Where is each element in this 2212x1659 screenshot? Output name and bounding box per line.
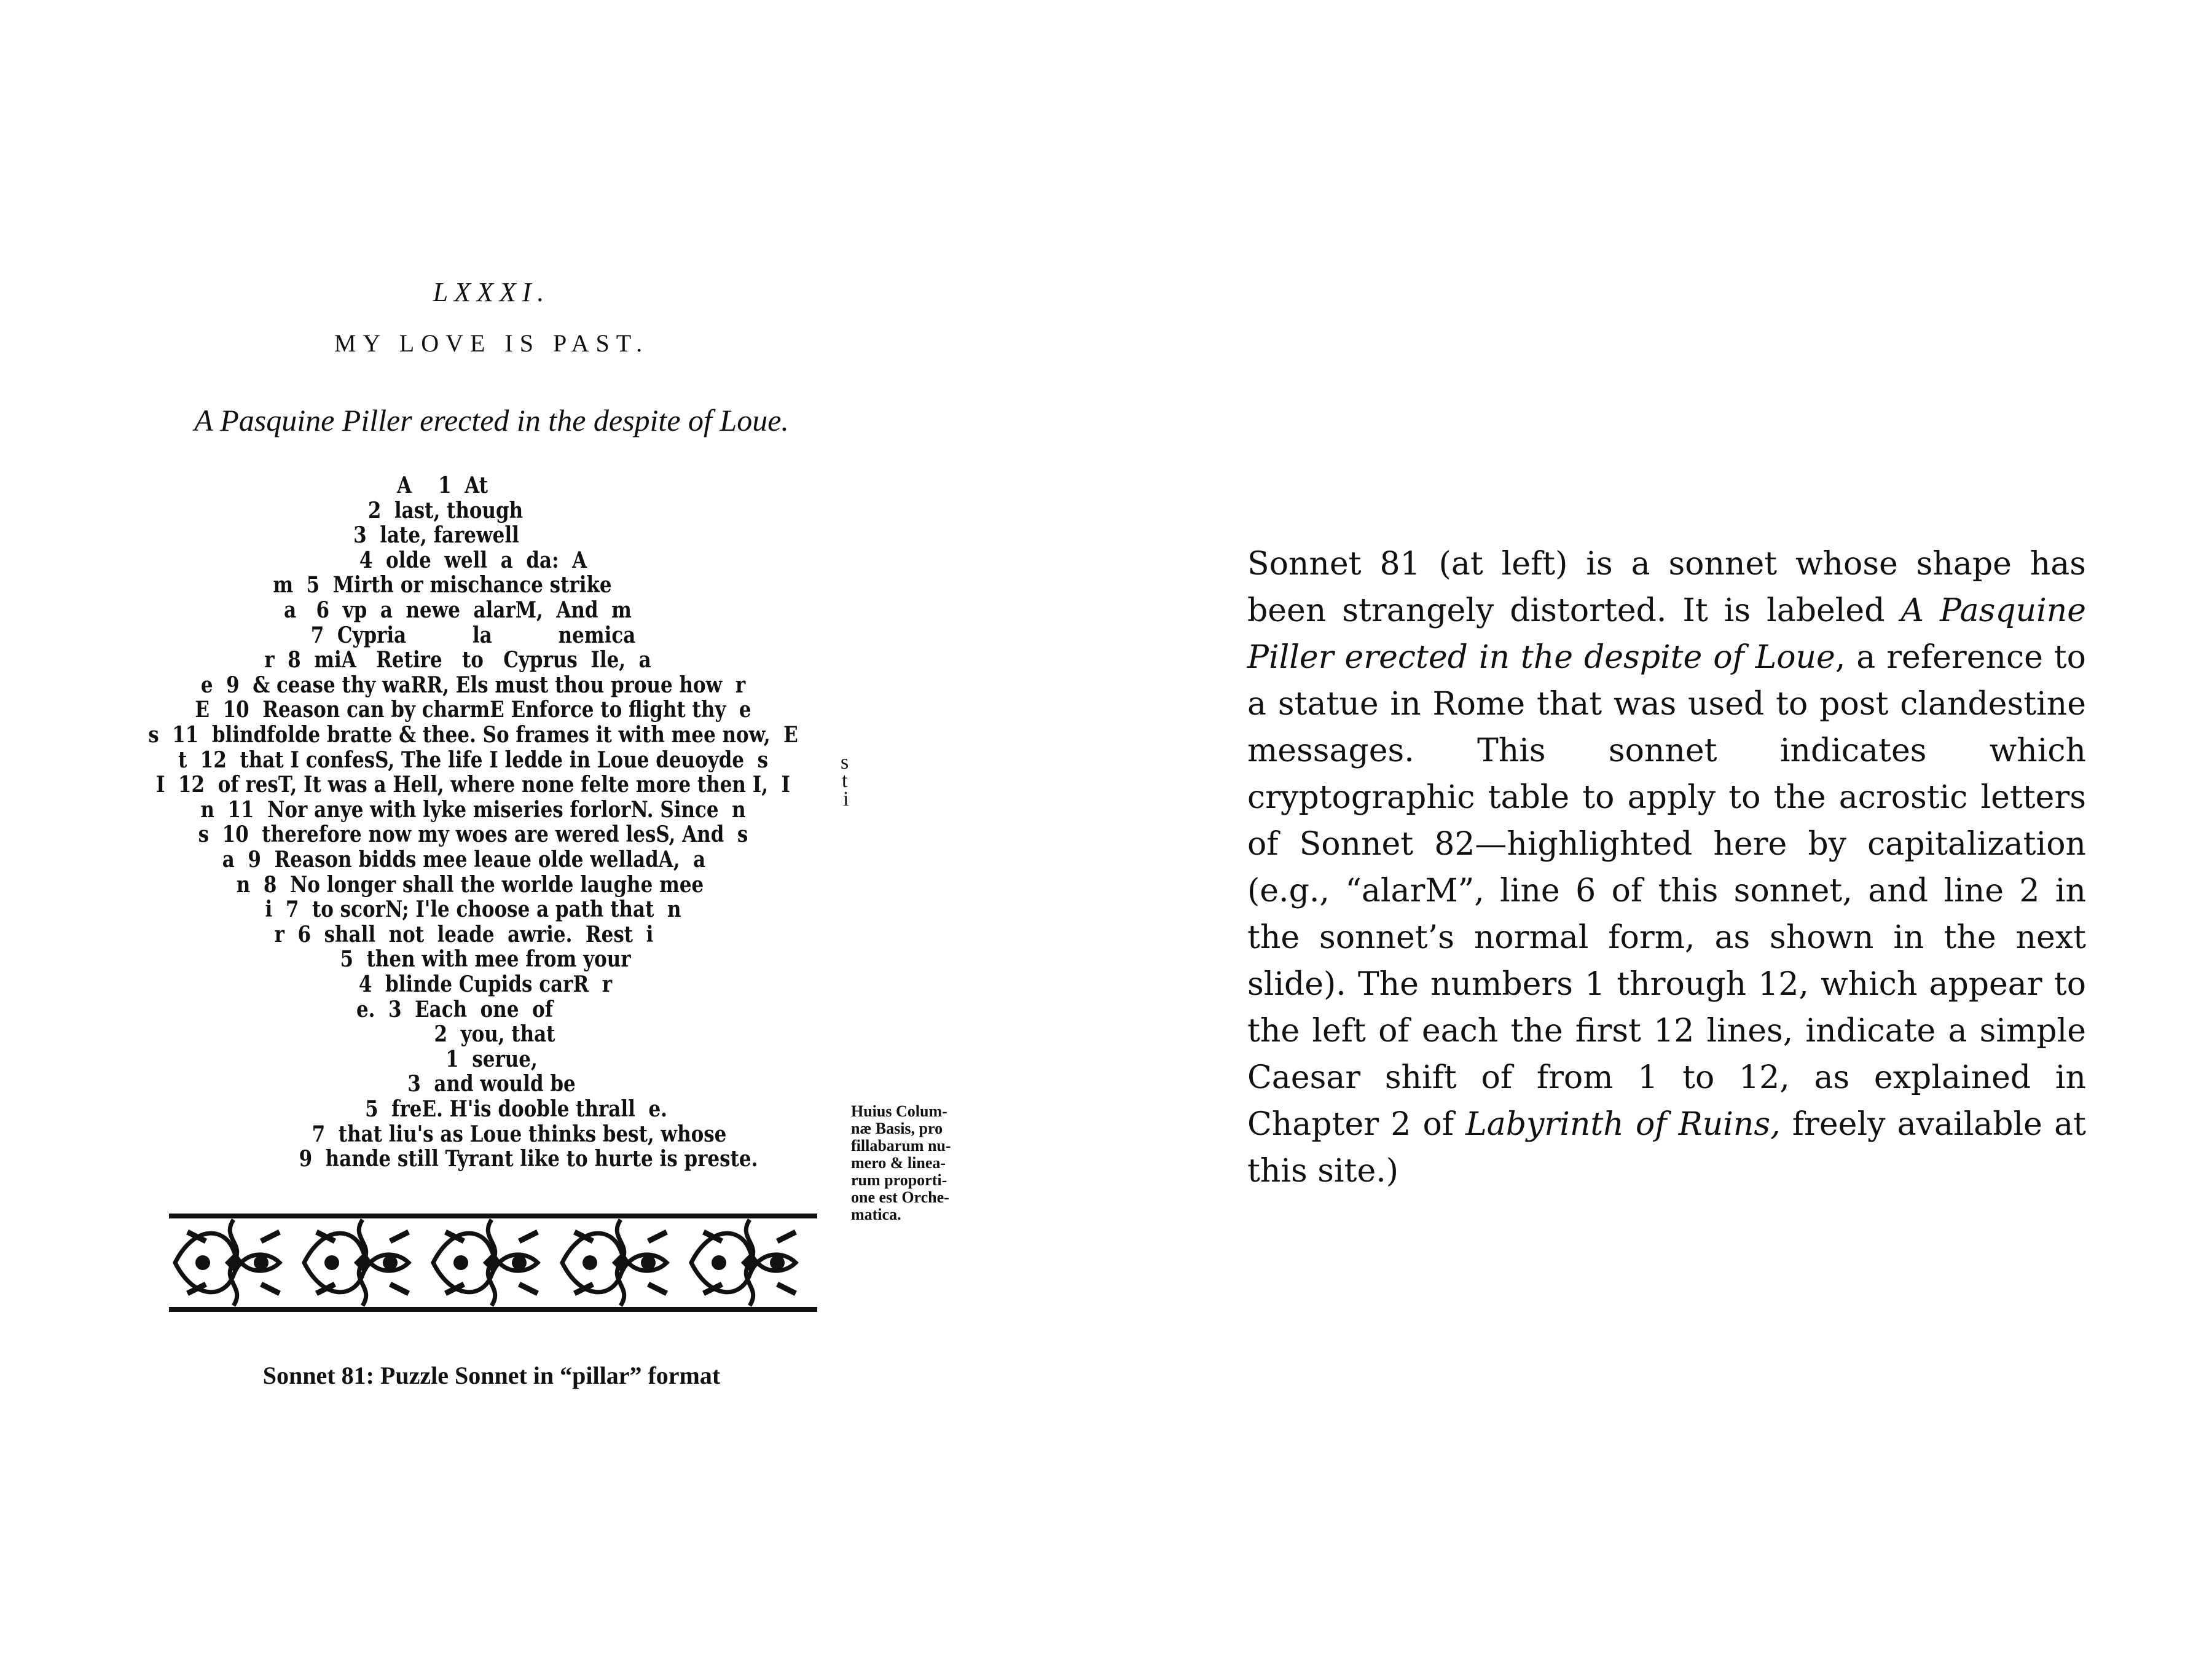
pillar-line: 2 last, though bbox=[367, 497, 524, 524]
commentary bbox=[1247, 541, 2086, 1194]
margin-note-line: næ Basis, pro bbox=[851, 1120, 943, 1137]
pillar-line: A 1 At bbox=[396, 473, 488, 498]
pillar-line: 2 you, that bbox=[434, 1021, 555, 1048]
margin-note-line: mero & linea- bbox=[851, 1154, 946, 1172]
pillar-line: 5 then with mee from your bbox=[340, 946, 631, 973]
margin-note-line: Huius Colum- bbox=[851, 1102, 947, 1120]
pillar-line: n 11 Nor anye with lyke miseries forlorN. Since n bbox=[200, 796, 746, 823]
pillar-line: r 6 shall not leade awrie. Rest i bbox=[274, 921, 654, 947]
margin-note bbox=[851, 1103, 974, 1223]
margin-note-line: fillabarum nu- bbox=[851, 1137, 951, 1155]
commentary-paragraph bbox=[1247, 541, 2086, 1194]
pillar-sonnet bbox=[0, 0, 983, 1229]
side-letter: t bbox=[842, 769, 848, 792]
pillar-line: n 8 No longer shall the worlde laughe mee bbox=[236, 871, 704, 898]
pillar-line: I 12 of resT, It was a Hell, where none felte more then I, I bbox=[155, 772, 791, 798]
margin-note-line: rum proporti- bbox=[851, 1171, 947, 1189]
pillar-line: 9 hande still Tyrant like to hurte is preste. bbox=[299, 1146, 758, 1172]
commentary-italic-book: Labyrinth of Ruins, bbox=[1465, 1106, 1781, 1143]
pillar-line: e 9 & cease thy waRR, Els must thou proue how r bbox=[200, 672, 746, 698]
sonnet-heading: MY LOVE IS PAST. bbox=[334, 329, 649, 357]
pillar-line: E 10 Reason can by charmE Enforce to flight thy e bbox=[195, 697, 751, 723]
pillar-line: a 9 Reason bidds mee leaue olde welladA, a bbox=[222, 847, 706, 873]
sonnet-numeral: LXXXI. bbox=[433, 277, 551, 307]
sonnet-subtitle: A Pasquine Piller erected in the despite of Loue. bbox=[194, 403, 789, 437]
pillar-line: 1 serue, bbox=[445, 1046, 538, 1072]
pillar-line: 7 Cypria la nemica bbox=[310, 622, 636, 648]
figure-caption: Sonnet 81: Puzzle Sonnet in “pillar” format bbox=[262, 1362, 721, 1389]
pillar-line: s 10 therefore now my woes are wered lesS, And s bbox=[198, 822, 748, 848]
pillar-line: i 7 to scorN; I'le choose a path that n bbox=[265, 896, 681, 923]
pillar-line: 4 blinde Cupids carR r bbox=[358, 971, 613, 997]
ornament-band bbox=[169, 1214, 817, 1312]
pillar-line: t 12 that I confesS, The life I ledde in Loue deuoyde s bbox=[178, 747, 769, 773]
margin-note-line: matica. bbox=[851, 1206, 901, 1223]
pillar-line: m 5 Mirth or mischance strike bbox=[273, 572, 612, 598]
pillar-line: 4 olde well a da: A bbox=[359, 547, 587, 573]
commentary-text: freely available at this site.) bbox=[1247, 1106, 2087, 1190]
pillar-line: a 6 vp a newe alarM, And m bbox=[284, 597, 632, 623]
pillar-line: 3 late, farewell bbox=[353, 522, 519, 549]
commentary-text: Sonnet 81 (at left) is a sonnet whose shape has been strangely distorted. It is labeled bbox=[1247, 546, 2086, 629]
pillar-line: 3 and would be bbox=[407, 1071, 576, 1097]
commentary-italic-title: A Pasquine Piller erected in the despite of Loue bbox=[1247, 592, 2087, 676]
pillar-line: s 11 blindfolde bratte & thee. So frames it with mee now, E bbox=[148, 722, 798, 748]
sonnet-panel bbox=[0, 0, 983, 1659]
side-letter: i bbox=[843, 788, 849, 810]
commentary-text: , a reference to a statue in Rome that was used to post clandestine messages. This sonnet indicates which cryptographic table to apply to the acrostic letters of Sonnet 82—highlighted here by capitalization (e.g., “alarM”, line 6 of this sonnet, and line 2 in the sonnet’s normal form, as shown in the next slide). The numbers 1 through 12, which appear to the left of each the first 12 lines, indicate a simple Caesar shift of from 1 to 12, as explained in Chapter 2 of bbox=[1247, 639, 2086, 1143]
pillar-line: 5 freE. H'is dooble thrall e. bbox=[365, 1096, 667, 1122]
pillar-line: e. 3 Each one of bbox=[356, 996, 554, 1022]
pillar-line: r 8 miA Retire to Cyprus Ile, a bbox=[264, 647, 651, 673]
pillar-line: 7 that liu's as Loue thinks best, whose bbox=[312, 1121, 727, 1147]
side-letter: s bbox=[841, 751, 849, 774]
margin-note-line: one est Orche- bbox=[851, 1188, 949, 1206]
